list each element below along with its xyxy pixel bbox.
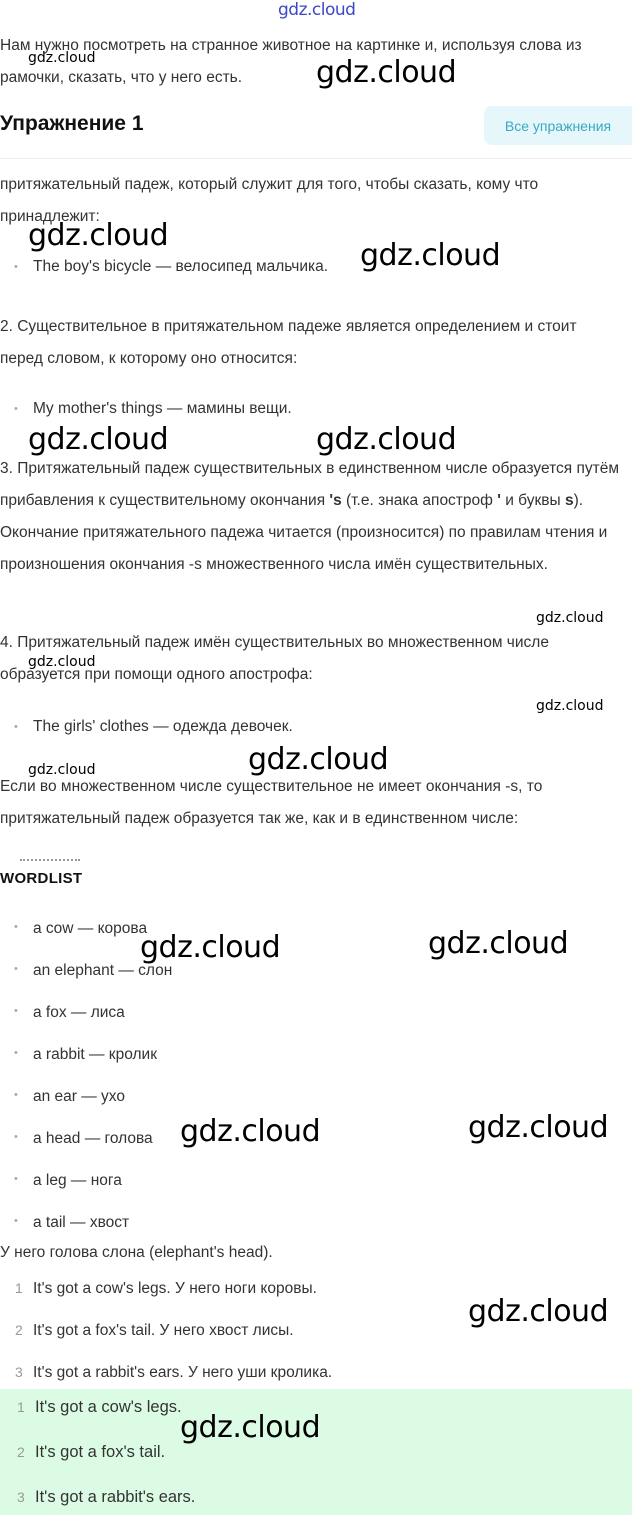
wordlist-item-text: a head — голова (33, 1130, 153, 1147)
wordlist-title: WORDLIST (0, 870, 83, 887)
wordlist-item-text: a cow — корова (33, 920, 148, 937)
theory-p3-letter: s (564, 492, 574, 509)
wordlist-item (18, 1088, 125, 1106)
wordlist-item (18, 1130, 153, 1148)
solution-item (15, 1322, 294, 1340)
wordlist-item (18, 1172, 122, 1190)
clipped-content-edge (20, 859, 80, 863)
wordlist-item-text: a tail — хвост (33, 1214, 130, 1231)
solution-intro: У него голова слона (elephant's head). (0, 1244, 273, 1261)
watermark: gdz.cloud (316, 55, 457, 90)
watermark: gdz.cloud (360, 238, 501, 273)
solution-item-text: It's got a fox's tail. У него хвост лисы. (33, 1322, 294, 1339)
item-number: 2 (15, 1322, 23, 1338)
theory-p3-b: (т.е. знака апостроф (341, 492, 498, 509)
site-logo[interactable]: gdz.cloud (278, 0, 356, 20)
watermark: gdz.cloud (28, 218, 169, 253)
theory-paragraph-1: притяжательный падеж, который служит для того, чтобы сказать, кому что принадлежит: (0, 176, 539, 225)
answer-item (17, 1398, 182, 1417)
theory-example-3 (18, 711, 618, 743)
wordlist-item (18, 920, 147, 938)
theory-example-2 (18, 393, 618, 425)
theory-example-3-text: The girls' clothes — одежда девочек. (33, 718, 293, 735)
watermark: gdz.cloud (28, 50, 96, 66)
watermark: gdz.cloud (28, 762, 96, 778)
answer-item-text: It's got a cow's legs. (35, 1398, 182, 1416)
answer-item-text: It's got a fox's tail. (35, 1443, 166, 1461)
theory-paragraph-5: Если во множественном числе существительное не имеет окончания -s, то притяжательный падеж образуется так же, как и в единственном числе: (0, 778, 543, 827)
wordlist-item-text: an ear — ухо (33, 1088, 126, 1105)
watermark: gdz.cloud (180, 1410, 321, 1445)
watermark: gdz.cloud (180, 1114, 321, 1149)
item-number: 3 (17, 1489, 25, 1505)
wordlist-item (18, 1214, 129, 1232)
watermark: gdz.cloud (536, 610, 604, 626)
theory-paragraph-4: 4. Притяжательный падеж имён существительных во множественном числе образуется при помощи одного апострофа: (0, 634, 549, 683)
wordlist-item (18, 1046, 157, 1064)
watermark: gdz.cloud (468, 1294, 609, 1329)
theory-example-1-text: The boy's bicycle — велосипед мальчика. (33, 258, 329, 275)
solution-item-text: It's got a cow's legs. У него ноги коровы. (33, 1280, 317, 1297)
theory-p3-s: 's (329, 492, 342, 509)
theory-p3-c: и буквы (500, 492, 565, 509)
solution-item (15, 1364, 332, 1382)
watermark: gdz.cloud (536, 698, 604, 714)
theory-p3-a: 3. Притяжательный падеж существительных в единственном числе образуется путём прибавления к существительному окончания (0, 460, 619, 509)
watermark: gdz.cloud (428, 926, 569, 961)
exercise-title: Упражнение 1 (0, 112, 144, 135)
solution-item (15, 1280, 317, 1298)
intro-text: Нам нужно посмотреть на странное животное на картинке и, используя слова из рамочки, сказать, что у него есть. (0, 37, 582, 86)
theory-panel[interactable] (0, 158, 632, 863)
item-number: 1 (17, 1399, 25, 1415)
theory-paragraph-3 (0, 453, 620, 581)
theory-paragraph-2: 2. Существительное в притяжательном падеже является определением и стоит перед словом, к которому оно относится: (0, 318, 577, 367)
watermark: gdz.cloud (28, 654, 96, 670)
watermark: gdz.cloud (248, 742, 389, 777)
watermark: gdz.cloud (140, 930, 281, 965)
theory-example-1 (18, 251, 618, 283)
all-exercises-button[interactable]: Все упражнения (484, 106, 632, 145)
item-number: 3 (15, 1364, 23, 1380)
item-number: 2 (17, 1444, 25, 1460)
wordlist-item-text: a fox — лиса (33, 1004, 125, 1021)
solution-item-text: It's got a rabbit's ears. У него уши кролика. (33, 1364, 333, 1381)
wordlist-item (18, 1004, 125, 1022)
wordlist-item-text: an elephant — слон (33, 962, 173, 979)
answer-item-text: It's got a rabbit's ears. (35, 1488, 196, 1506)
theory-p3-d: ). Окончание притяжательного падежа читается (произносится) по правилам чтения и произношения окончания -s множественного числа имён существительных. (0, 492, 608, 573)
item-number: 1 (15, 1280, 23, 1296)
answer-box (0, 1389, 632, 1515)
watermark: gdz.cloud (316, 422, 457, 457)
theory-example-2-text: My mother's things — мамины вещи. (33, 400, 292, 417)
watermark: gdz.cloud (28, 422, 169, 457)
exercise-header (0, 104, 632, 148)
theory-p3-apos: ' (497, 492, 501, 509)
wordlist-item-text: a leg — нога (33, 1172, 122, 1189)
wordlist-item (18, 962, 172, 980)
answer-item (17, 1488, 195, 1507)
answer-item (17, 1443, 165, 1462)
wordlist-item-text: a rabbit — кролик (33, 1046, 157, 1063)
watermark: gdz.cloud (468, 1110, 609, 1145)
